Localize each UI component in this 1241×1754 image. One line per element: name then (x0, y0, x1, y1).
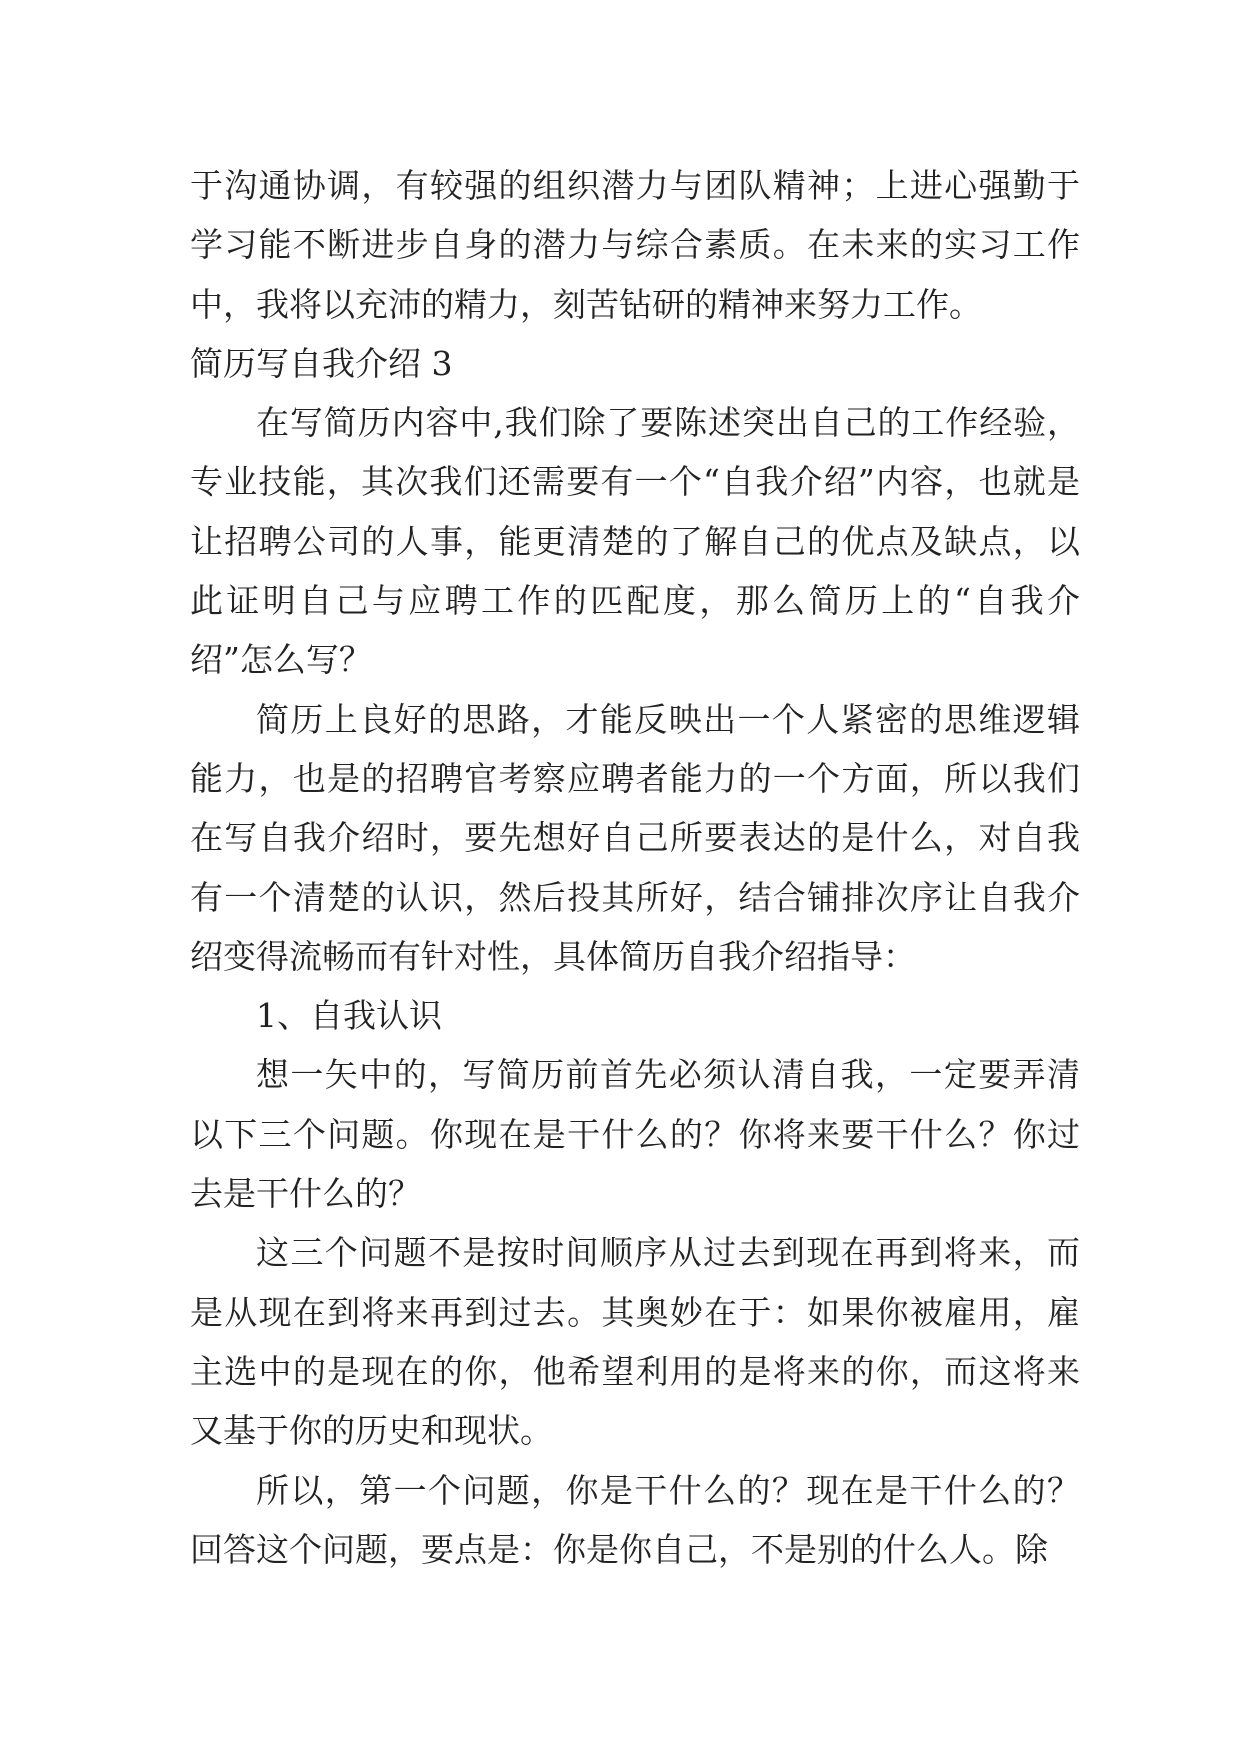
subheading-self-awareness: 1、自我认识 (256, 996, 442, 1036)
paragraph-resume-content: 在写简历内容中,我们除了要陈述突出自己的工作经验，专业技能，其次我们还需要有一个“自我介绍”内容，也就是让招聘公司的人事，能更清楚的了解自己的优点及缺点，以此证明自己与应聘工作的匹配度，那么简历上的“自我介绍”怎么写？ (190, 403, 1080, 680)
section-heading: 简历写自我介绍 3 (190, 343, 453, 383)
paragraph-intro-continuation: 于沟通协调，有较强的组织潜力与团队精神；上进心强勤于学习能不断进步自身的潜力与综合素质。在未来的实习工作中，我将以充沛的精力，刻苦钻研的精神来努力工作。 (190, 166, 1080, 324)
document-body (190, 156, 1080, 1579)
paragraph-three-questions: 想一矢中的，写简历前首先必须认清自我，一定要弄清以下三个问题。你现在是干什么的？你将来要干什么？你过去是干什么的？ (190, 1055, 1080, 1214)
paragraph-first-question: 所以，第一个问题，你是干什么的？现在是干什么的？回答这个问题，要点是：你是你自己，不是别的什么人。除 (190, 1470, 1080, 1569)
paragraph-resume-logic: 简历上良好的思路，才能反映出一个人紧密的思维逻辑能力，也是的招聘官考察应聘者能力的一个方面，所以我们在写自我介绍时，要先想好自己所要表达的是什么，对自我有一个清楚的认识，然后投其所好，结合铺排次序让自我介绍变得流畅而有针对性，具体简历自我介绍指导： (190, 699, 1080, 976)
paragraph-question-order: 这三个问题不是按时间顺序从过去到现在再到将来，而是从现在到将来再到过去。其奥妙在于：如果你被雇用，雇主选中的是现在的你，他希望利用的是将来的你，而这将来又基于你的历史和现状。 (190, 1233, 1080, 1451)
